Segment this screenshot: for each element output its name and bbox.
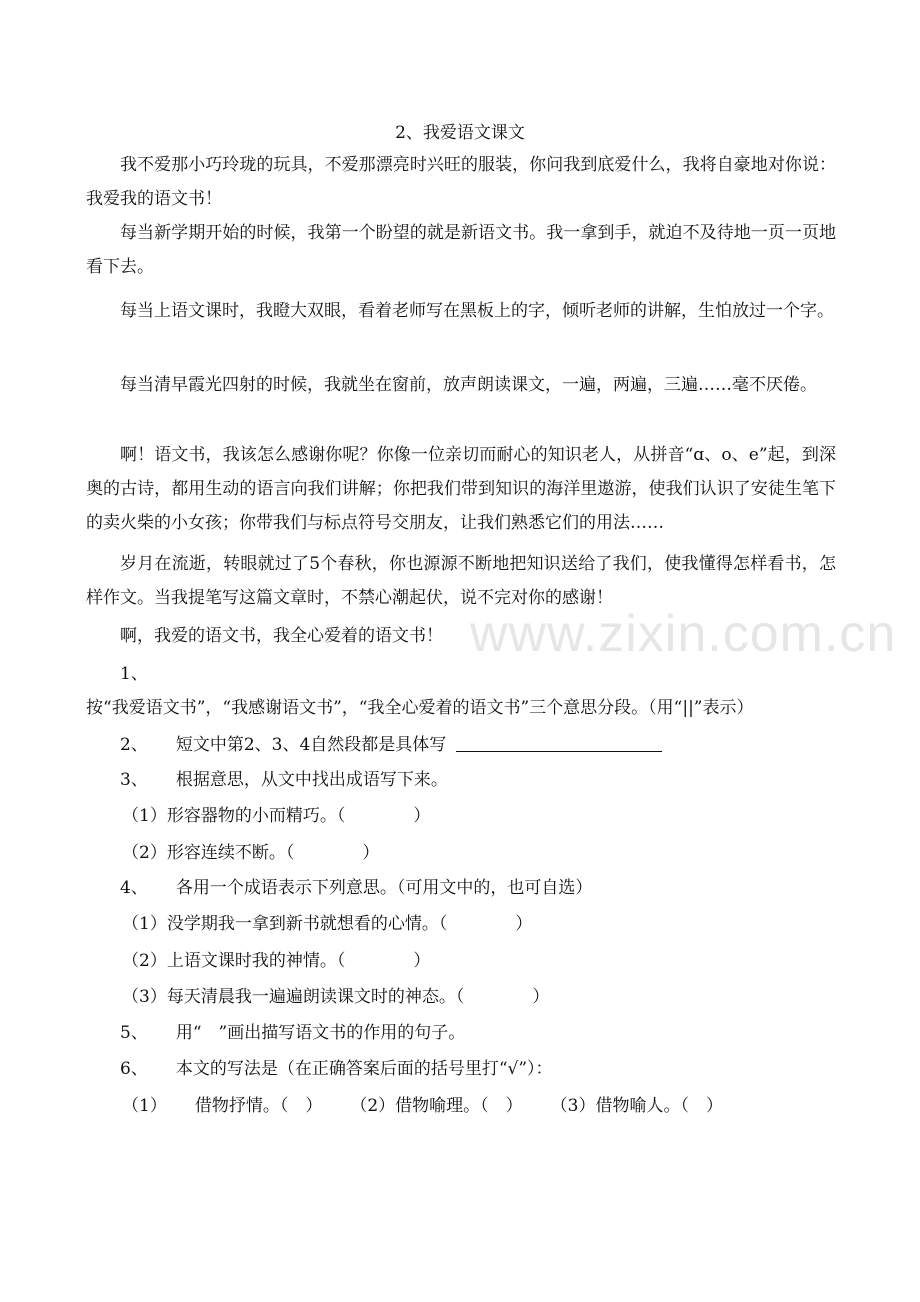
question-2-text: 短文中第2、3、4自然段都是具体写 [175,735,447,755]
paragraph-6: 岁月在流逝，转眼就过了5个春秋，你也源源不断地把知识送给了我们，使我懂得怎样看书，怎样作文。当我提笔写这篇文章时，不禁心潮起伏，说不完对你的感谢！ [86,554,836,608]
question-6-options [122,1094,723,1118]
question-6-text: 本文的写法是（在正确答案后面的括号里打“√”）： [175,1059,553,1079]
paragraph-2: 每当新学期开始的时候，我第一个盼望的就是新语文书。我一拿到手，就迫不及待地一页一页地看下去。 [86,223,836,277]
question-4-number: 4、 [120,878,148,898]
option-2: （2）借物喻理。（ ） [350,1096,523,1116]
watermark: www.zixin.com.cn [470,605,897,663]
question-4-item-3: （3）每天清晨我一遍遍朗读课文时的神态。（ ） [122,987,550,1007]
question-3-text: 根据意思，从文中找出成语写下来。 [175,770,448,790]
paragraph-3: 每当上语文课时，我瞪大双眼，看着老师写在黑板上的字，倾听老师的讲解，生怕放过一个字。 [120,301,834,321]
option-3: （3）借物喻人。（ ） [550,1096,723,1116]
paragraph-5: 啊！语文书，我该怎么感谢你呢？你像一位亲切而耐心的知识老人，从拼音“ɑ、o、e”起，到深奥的古诗，都用生动的语言向我们讲解；你把我们带到知识的海洋里遨游，使我们认识了安徒生笔下的卖火柴的小女孩；你带我们与标点符号交朋友，让我们熟悉它们的用法…… [86,445,836,533]
question-3-number: 3、 [120,770,148,790]
page-title: 2、我爱语文课文 [395,123,525,143]
question-4-text: 各用一个成语表示下列意思。（可用文中的，也可自选） [175,878,593,898]
question-1-number: 1、 [120,664,148,684]
answer-blank[interactable] [456,735,662,752]
question-5-number: 5、 [120,1023,148,1043]
question-1-text: 按“我爱语文书”，“我感谢语文书”，“我全心爱着的语文书”三个意思分段。（用“||”表示） [86,698,754,718]
paragraph-1: 我不爱那小巧玲珑的玩具，不爱那漂亮时兴旺的服装，你问我到底爱什么，我将自豪地对你说：我爱我的语文书！ [86,155,836,209]
question-2 [120,733,662,757]
question-6 [120,1057,553,1081]
question-4 [120,876,592,900]
question-3-item-1: （1）形容器物的小而精巧。（ ） [122,806,431,826]
question-6-number: 6、 [120,1059,148,1079]
question-1 [86,657,836,725]
paragraph-7: 啊，我爱的语文书，我全心爱着的语文书！ [120,626,443,646]
question-5-text: 用“ ”画出描写语文书的作用的句子。 [175,1023,466,1043]
question-4-item-1: （1）没学期我一拿到新书就想看的心情。（ ） [122,914,533,934]
question-3 [120,768,448,792]
question-3-item-2: （2）形容连续不断。（ ） [122,843,380,863]
option-1: 借物抒情。（ ） [194,1096,323,1116]
paragraph-4: 每当清早霞光四射的时候，我就坐在窗前，放声朗读课文，一遍，两遍，三遍……毫不厌倦。 [120,375,817,395]
question-5 [120,1021,465,1045]
question-4-item-2: （2）上语文课时我的神情。（ ） [122,951,431,971]
option-1-number: （1） [122,1096,167,1116]
question-2-number: 2、 [120,735,148,755]
